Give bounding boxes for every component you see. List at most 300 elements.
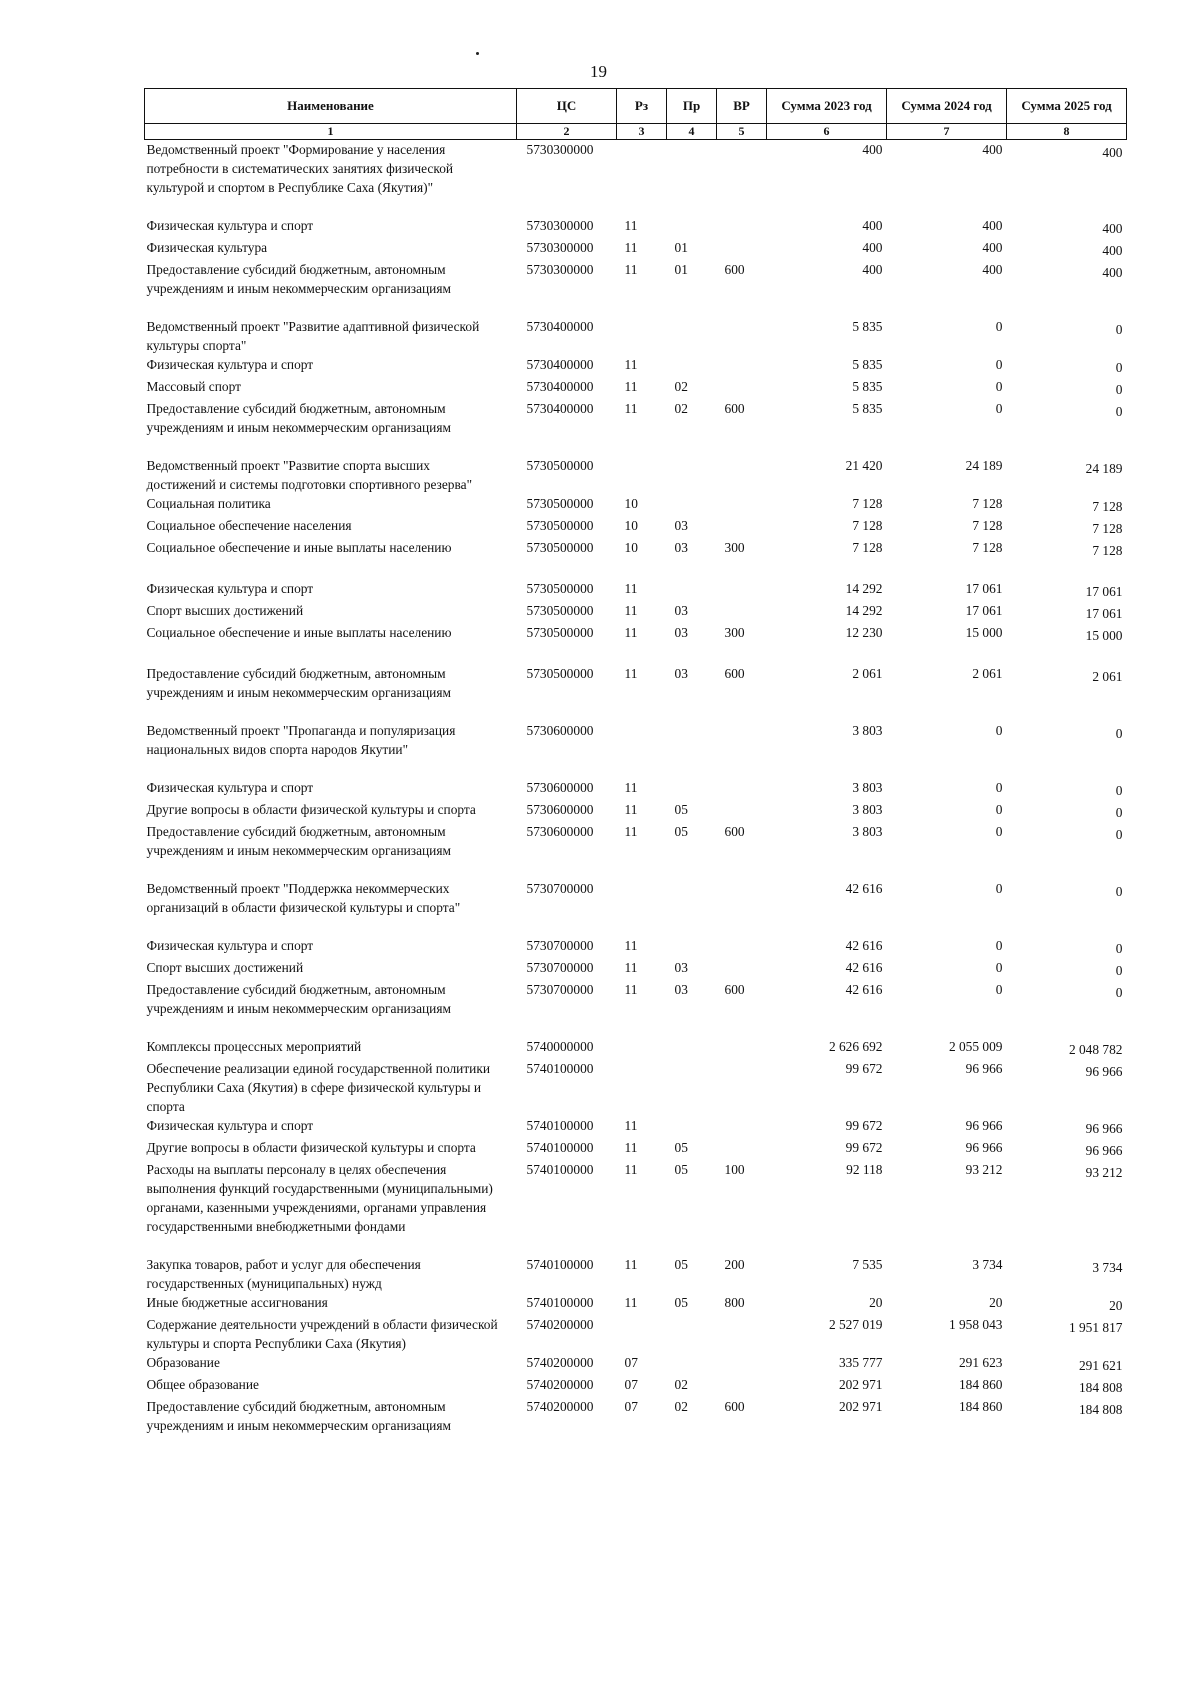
row-rz: 11 (624, 625, 638, 640)
row-pr: 03 (674, 603, 688, 618)
row-sum-2023: 21 420 (845, 458, 883, 473)
row-sum-2023: 5 835 (852, 357, 883, 372)
table-row (145, 1037, 1127, 1059)
row-vr (717, 800, 767, 822)
row-vr (717, 936, 767, 958)
row-sum-2025: 7 128 (1092, 543, 1123, 558)
row-name: Предоставление субсидий бюджетным, автономным учреждениям и иным некоммерческим организациям (146, 824, 451, 858)
row-sum-2024: 0 (995, 938, 1003, 953)
row-vr: 600 (724, 1399, 745, 1414)
row-sum-2024: 291 623 (958, 1355, 1003, 1370)
row-name: Предоставление субсидий бюджетным, автономным учреждениям и иным некоммерческим организациям (146, 1399, 451, 1433)
row-name: Предоставление субсидий бюджетным, автономным учреждениям и иным некоммерческим организациям (146, 401, 451, 435)
row-vr (717, 879, 767, 917)
row-cs: 5730600000 (526, 723, 594, 738)
row-name: Ведомственный проект "Поддержка некоммерческих организаций в области физической культуры и спорта" (146, 881, 461, 915)
row-sum-2024: 17 061 (965, 603, 1003, 618)
row-rz: 11 (624, 1140, 638, 1155)
row-pr: 03 (674, 960, 688, 975)
header-cs: ЦС (517, 89, 617, 124)
row-name: Другие вопросы в области физической культуры и спорта (146, 1140, 476, 1155)
spacer-cell (145, 437, 1127, 456)
table-row (145, 399, 1127, 437)
row-vr (717, 1315, 767, 1353)
row-pr (667, 1353, 717, 1375)
row-sum-2024: 15 000 (965, 625, 1003, 640)
row-rz: 10 (624, 496, 638, 511)
table-row (145, 238, 1127, 260)
row-name: Физическая культура и спорт (146, 780, 314, 795)
row-sum-2024: 400 (982, 262, 1003, 277)
row-sum-2025: 0 (1115, 360, 1123, 375)
row-sum-2023: 400 (862, 240, 883, 255)
row-vr (717, 377, 767, 399)
row-pr: 03 (674, 518, 688, 533)
table-row (145, 879, 1127, 917)
row-sum-2024: 184 860 (958, 1377, 1003, 1392)
row-sum-2024: 400 (982, 240, 1003, 255)
row-name: Обеспечение реализации единой государственной политики Республики Саха (Якутия) в сфере физической культуры и спорта (146, 1061, 491, 1114)
row-sum-2023: 2 527 019 (828, 1317, 883, 1332)
row-sum-2024: 0 (995, 881, 1003, 896)
row-sum-2025: 400 (1102, 265, 1123, 280)
row-rz: 11 (624, 1295, 638, 1310)
row-sum-2023: 400 (862, 218, 883, 233)
row-vr: 100 (724, 1162, 745, 1177)
row-rz: 11 (624, 240, 638, 255)
row-vr (717, 1116, 767, 1138)
row-pr (667, 355, 717, 377)
row-name: Физическая культура и спорт (146, 938, 314, 953)
row-cs: 5730500000 (526, 458, 594, 473)
row-rz: 10 (624, 518, 638, 533)
row-pr (667, 721, 717, 759)
row-pr: 05 (674, 824, 688, 839)
row-vr (717, 516, 767, 538)
row-rz: 11 (624, 1162, 638, 1177)
row-cs: 5740200000 (526, 1355, 594, 1370)
row-pr: 02 (674, 1399, 688, 1414)
table-row (145, 140, 1127, 198)
row-sum-2023: 20 (869, 1295, 883, 1310)
row-name: Физическая культура и спорт (146, 581, 314, 596)
row-rz: 11 (624, 262, 638, 277)
row-sum-2023: 7 128 (852, 540, 883, 555)
row-name: Образование (146, 1355, 220, 1370)
header-sum-2023: Сумма 2023 год (767, 89, 887, 124)
header-rz: Рз (617, 89, 667, 124)
row-sum-2024: 0 (995, 357, 1003, 372)
row-sum-2025: 0 (1115, 404, 1123, 419)
column-number: 2 (517, 124, 617, 140)
row-sum-2025: 400 (1102, 145, 1123, 160)
row-cs: 5740200000 (526, 1399, 594, 1414)
row-cs: 5730600000 (526, 824, 594, 839)
row-sum-2024: 2 061 (972, 666, 1003, 681)
header-sum-2024: Сумма 2024 год (887, 89, 1007, 124)
header-name: Наименование (145, 89, 517, 124)
row-name: Предоставление субсидий бюджетным, автономным учреждениям и иным некоммерческим организациям (146, 666, 451, 700)
row-cs: 5730600000 (526, 802, 594, 817)
row-pr: 03 (674, 666, 688, 681)
row-pr: 02 (674, 401, 688, 416)
table-row (145, 1160, 1127, 1236)
page-number: 19 (590, 62, 607, 81)
spacer-cell (145, 917, 1127, 936)
row-rz: 11 (624, 357, 638, 372)
table-row (145, 1397, 1127, 1435)
row-rz: 11 (624, 938, 638, 953)
row-pr: 05 (674, 1257, 688, 1272)
row-sum-2023: 12 230 (845, 625, 883, 640)
spacer-row (145, 759, 1127, 778)
table-row (145, 1255, 1127, 1293)
spacer-row (145, 702, 1127, 721)
table-row (145, 623, 1127, 645)
row-pr: 01 (674, 240, 688, 255)
row-cs: 5740100000 (526, 1257, 594, 1272)
row-cs: 5730400000 (526, 357, 594, 372)
row-pr: 05 (674, 1295, 688, 1310)
row-vr (717, 778, 767, 800)
row-vr: 600 (724, 666, 745, 681)
spacer-row (145, 298, 1127, 317)
spacer-row (145, 917, 1127, 936)
row-sum-2023: 400 (862, 142, 883, 157)
row-sum-2024: 0 (995, 319, 1003, 334)
row-name: Комплексы процессных мероприятий (146, 1039, 362, 1054)
table-row (145, 216, 1127, 238)
row-sum-2025: 24 189 (1085, 461, 1123, 476)
row-sum-2023: 3 803 (852, 824, 883, 839)
row-name: Физическая культура и спорт (146, 1118, 314, 1133)
row-sum-2023: 14 292 (845, 581, 883, 596)
row-sum-2025: 96 966 (1085, 1064, 1123, 1079)
row-name: Общее образование (146, 1377, 259, 1392)
row-vr (717, 216, 767, 238)
table-row (145, 1315, 1127, 1353)
row-sum-2025: 0 (1115, 985, 1123, 1000)
row-sum-2025: 400 (1102, 221, 1123, 236)
row-vr (717, 317, 767, 355)
table-row (145, 1059, 1127, 1116)
row-sum-2023: 42 616 (845, 982, 883, 997)
row-sum-2023: 99 672 (845, 1140, 883, 1155)
row-sum-2023: 42 616 (845, 960, 883, 975)
table-row (145, 355, 1127, 377)
row-sum-2025: 0 (1115, 726, 1123, 741)
row-sum-2024: 96 966 (965, 1140, 1003, 1155)
row-pr (667, 936, 717, 958)
row-rz: 11 (624, 581, 638, 596)
row-sum-2023: 42 616 (845, 881, 883, 896)
row-sum-2023: 7 128 (852, 496, 883, 511)
row-sum-2024: 0 (995, 802, 1003, 817)
row-cs: 5730500000 (526, 540, 594, 555)
row-sum-2024: 7 128 (972, 540, 1003, 555)
scan-dot (476, 52, 479, 55)
row-sum-2023: 7 128 (852, 518, 883, 533)
row-cs: 5730300000 (526, 142, 594, 157)
row-sum-2025: 17 061 (1085, 584, 1123, 599)
row-pr: 03 (674, 540, 688, 555)
spacer-cell (145, 197, 1127, 216)
table-row (145, 958, 1127, 980)
row-cs: 5740100000 (526, 1118, 594, 1133)
row-vr (717, 958, 767, 980)
row-sum-2023: 202 971 (838, 1399, 883, 1414)
row-sum-2023: 202 971 (838, 1377, 883, 1392)
row-sum-2024: 24 189 (965, 458, 1003, 473)
row-sum-2025: 184 808 (1078, 1380, 1123, 1395)
row-sum-2024: 2 055 009 (948, 1039, 1003, 1054)
row-cs: 5730500000 (526, 603, 594, 618)
spacer-cell (145, 702, 1127, 721)
row-vr (717, 494, 767, 516)
budget-table (144, 88, 1127, 1435)
column-number: 8 (1007, 124, 1127, 140)
table-row (145, 822, 1127, 860)
row-rz (617, 1037, 667, 1059)
row-sum-2024: 400 (982, 142, 1003, 157)
row-sum-2024: 184 860 (958, 1399, 1003, 1414)
row-cs: 5740100000 (526, 1061, 594, 1076)
row-sum-2025: 20 (1109, 1298, 1123, 1313)
row-sum-2025: 15 000 (1085, 628, 1123, 643)
row-sum-2024: 0 (995, 780, 1003, 795)
row-vr: 300 (724, 625, 745, 640)
table-row (145, 1375, 1127, 1397)
row-cs: 5730500000 (526, 581, 594, 596)
row-sum-2025: 17 061 (1085, 606, 1123, 621)
row-vr: 600 (724, 824, 745, 839)
row-sum-2025: 96 966 (1085, 1121, 1123, 1136)
column-number: 1 (145, 124, 517, 140)
row-sum-2024: 0 (995, 982, 1003, 997)
header-pr: Пр (667, 89, 717, 124)
row-cs: 5740100000 (526, 1162, 594, 1177)
row-sum-2025: 0 (1115, 322, 1123, 337)
spacer-cell (145, 645, 1127, 664)
row-sum-2024: 7 128 (972, 496, 1003, 511)
row-pr (667, 494, 717, 516)
spacer-cell (145, 860, 1127, 879)
row-rz: 07 (624, 1355, 638, 1370)
row-rz: 11 (624, 401, 638, 416)
row-name: Содержание деятельности учреждений в области физической культуры и спорта Республики Саха (Якутия) (146, 1317, 498, 1351)
row-rz: 07 (624, 1377, 638, 1392)
row-name: Социальное обеспечение и иные выплаты населению (146, 540, 452, 555)
row-cs: 5740000000 (526, 1039, 594, 1054)
row-name: Иные бюджетные ассигнования (146, 1295, 328, 1310)
row-vr: 200 (724, 1257, 745, 1272)
row-sum-2023: 14 292 (845, 603, 883, 618)
row-name: Физическая культура и спорт (146, 357, 314, 372)
row-cs: 5730400000 (526, 319, 594, 334)
row-rz (617, 721, 667, 759)
column-number: 4 (667, 124, 717, 140)
row-sum-2025: 93 212 (1085, 1165, 1123, 1180)
row-rz (617, 1315, 667, 1353)
row-name: Социальное обеспечение населения (146, 518, 352, 533)
row-sum-2024: 93 212 (965, 1162, 1003, 1177)
table-row (145, 317, 1127, 355)
row-sum-2024: 0 (995, 723, 1003, 738)
row-sum-2023: 92 118 (846, 1162, 883, 1177)
row-sum-2025: 96 966 (1085, 1143, 1123, 1158)
row-sum-2023: 99 672 (845, 1061, 883, 1076)
table-row (145, 980, 1127, 1018)
row-vr: 600 (724, 262, 745, 277)
row-vr (717, 601, 767, 623)
row-sum-2023: 400 (862, 262, 883, 277)
table-row (145, 778, 1127, 800)
row-sum-2025: 0 (1115, 783, 1123, 798)
row-cs: 5730500000 (526, 496, 594, 511)
column-number: 3 (617, 124, 667, 140)
table-row (145, 579, 1127, 601)
row-name: Ведомственный проект "Пропаганда и популяризация национальных видов спорта народов Якутии" (146, 723, 456, 757)
row-pr (667, 140, 717, 198)
row-rz: 11 (624, 666, 638, 681)
row-sum-2025: 400 (1102, 243, 1123, 258)
row-sum-2025: 0 (1115, 963, 1123, 978)
spacer-cell (145, 1236, 1127, 1255)
row-vr: 600 (724, 982, 745, 997)
row-vr: 800 (724, 1295, 745, 1310)
table-row (145, 1353, 1127, 1375)
spacer-row (145, 860, 1127, 879)
row-pr (667, 456, 717, 494)
column-number: 7 (887, 124, 1007, 140)
row-vr (717, 1138, 767, 1160)
table-row (145, 800, 1127, 822)
row-rz: 11 (624, 802, 638, 817)
row-sum-2024: 3 734 (972, 1257, 1003, 1272)
row-sum-2024: 96 966 (965, 1118, 1003, 1133)
row-rz: 11 (624, 1118, 638, 1133)
row-name: Социальное обеспечение и иные выплаты населению (146, 625, 452, 640)
row-cs: 5730300000 (526, 218, 594, 233)
row-sum-2025: 2 048 782 (1068, 1042, 1123, 1057)
row-sum-2025: 7 128 (1092, 521, 1123, 536)
row-sum-2025: 0 (1115, 884, 1123, 899)
row-name: Спорт высших достижений (146, 603, 304, 618)
table-row (145, 1116, 1127, 1138)
row-name: Физическая культура и спорт (146, 218, 314, 233)
row-sum-2024: 0 (995, 960, 1003, 975)
table-row (145, 260, 1127, 298)
row-cs: 5730500000 (526, 518, 594, 533)
row-sum-2023: 3 803 (852, 802, 883, 817)
row-rz: 10 (624, 540, 638, 555)
row-vr (717, 721, 767, 759)
row-sum-2025: 0 (1115, 941, 1123, 956)
row-cs: 5730700000 (526, 960, 594, 975)
row-pr (667, 778, 717, 800)
row-rz: 11 (624, 603, 638, 618)
row-rz: 11 (624, 780, 638, 795)
row-cs: 5740200000 (526, 1377, 594, 1392)
row-name: Предоставление субсидий бюджетным, автономным учреждениям и иным некоммерческим организациям (146, 982, 451, 1016)
row-cs: 5730400000 (526, 379, 594, 394)
row-sum-2024: 400 (982, 218, 1003, 233)
row-name: Физическая культура (146, 240, 268, 255)
row-rz (617, 879, 667, 917)
row-name: Массовый спорт (146, 379, 241, 394)
row-cs: 5730500000 (526, 666, 594, 681)
row-cs: 5740100000 (526, 1140, 594, 1155)
table-row (145, 538, 1127, 560)
row-pr (667, 317, 717, 355)
spacer-cell (145, 1018, 1127, 1037)
row-cs: 5730700000 (526, 881, 594, 896)
row-cs: 5730500000 (526, 625, 594, 640)
row-vr (717, 1353, 767, 1375)
row-rz: 11 (624, 960, 638, 975)
header-vr: ВР (717, 89, 767, 124)
row-sum-2025: 3 734 (1092, 1260, 1123, 1275)
row-cs: 5740100000 (526, 1295, 594, 1310)
row-sum-2023: 335 777 (838, 1355, 883, 1370)
row-sum-2025: 7 128 (1092, 499, 1123, 514)
spacer-row (145, 560, 1127, 579)
row-rz (617, 1059, 667, 1116)
row-pr: 05 (674, 802, 688, 817)
row-name: Социальная политика (146, 496, 271, 511)
row-name: Другие вопросы в области физической культуры и спорта (146, 802, 476, 817)
row-pr: 01 (674, 262, 688, 277)
row-sum-2025: 2 061 (1092, 669, 1123, 684)
row-pr (667, 879, 717, 917)
row-name: Ведомственный проект "Развитие спорта высших достижений и системы подготовки спортивного резерва" (146, 458, 473, 492)
row-vr (717, 579, 767, 601)
row-cs: 5730700000 (526, 982, 594, 997)
row-vr: 300 (724, 540, 745, 555)
header-row (145, 89, 1127, 124)
row-cs: 5740200000 (526, 1317, 594, 1332)
row-rz: 11 (624, 982, 638, 997)
row-sum-2023: 3 803 (852, 780, 883, 795)
row-pr: 05 (674, 1162, 688, 1177)
row-sum-2023: 3 803 (852, 723, 883, 738)
row-sum-2025: 0 (1115, 805, 1123, 820)
row-sum-2024: 1 958 043 (948, 1317, 1003, 1332)
column-number: 5 (717, 124, 767, 140)
table-row (145, 494, 1127, 516)
row-sum-2023: 5 835 (852, 379, 883, 394)
row-vr (717, 238, 767, 260)
row-rz (617, 317, 667, 355)
row-sum-2023: 5 835 (852, 319, 883, 334)
row-vr (717, 1037, 767, 1059)
row-pr: 03 (674, 982, 688, 997)
row-sum-2024: 17 061 (965, 581, 1003, 596)
header-sum-2025: Сумма 2025 год (1007, 89, 1127, 124)
table-row (145, 516, 1127, 538)
row-rz: 11 (624, 218, 638, 233)
row-sum-2025: 1 951 817 (1068, 1320, 1123, 1335)
row-name: Ведомственный проект "Развитие адаптивной физической культуры спорта" (146, 319, 480, 353)
row-sum-2025: 184 808 (1078, 1402, 1123, 1417)
table-row (145, 1138, 1127, 1160)
row-vr (717, 1375, 767, 1397)
row-vr (717, 355, 767, 377)
row-pr: 02 (674, 379, 688, 394)
row-sum-2025: 0 (1115, 382, 1123, 397)
row-sum-2025: 0 (1115, 827, 1123, 842)
table-row (145, 936, 1127, 958)
